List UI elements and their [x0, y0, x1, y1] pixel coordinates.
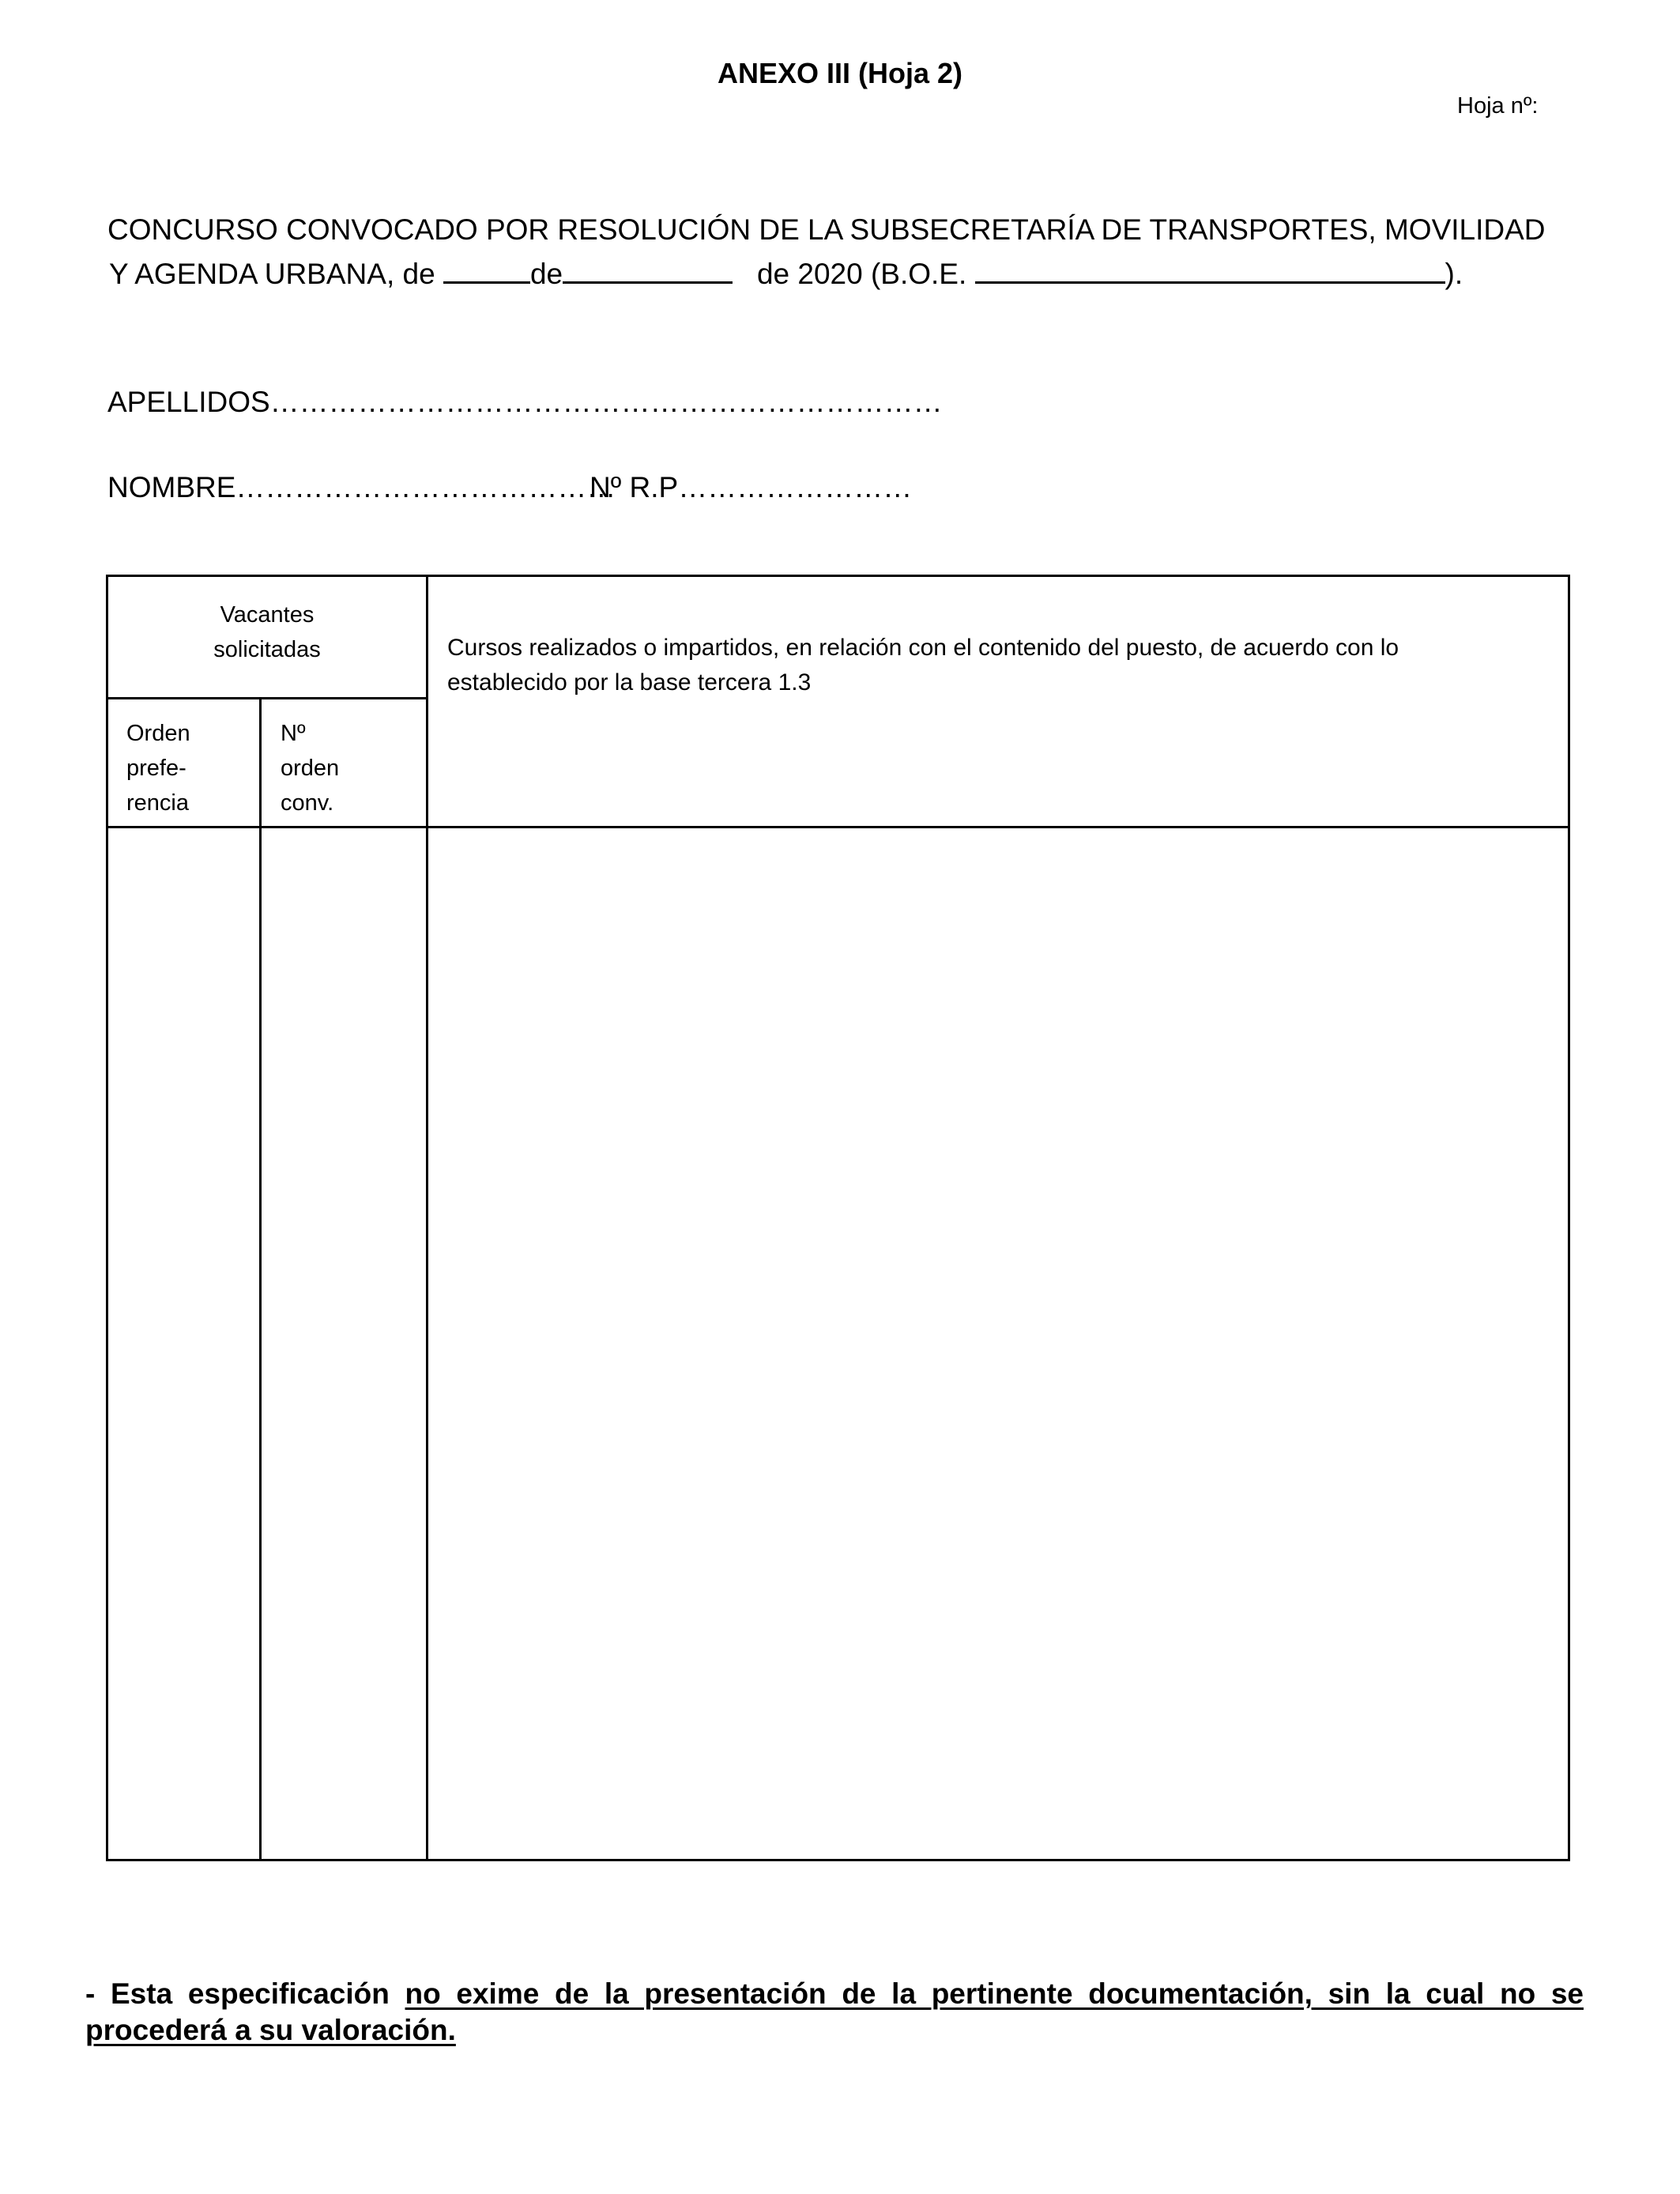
nro-entry-cell[interactable] — [262, 828, 426, 1859]
nombre-field[interactable]: NOMBRE………………………………… — [107, 471, 616, 503]
header-vacantes: Vacantes solicitadas — [213, 602, 321, 662]
boe-blank[interactable] — [975, 258, 1445, 284]
concurso-line-2 — [109, 258, 1463, 291]
apellidos-field[interactable]: APELLIDOS…………………………………………………………… — [107, 386, 943, 418]
table-border-right — [1568, 575, 1570, 1861]
table-border-bottom — [106, 1859, 1570, 1861]
nrp-field[interactable]: Nº R.P…………………… — [590, 471, 913, 503]
footer-note — [85, 1976, 1584, 2049]
cursos-entry-cell[interactable] — [428, 828, 1568, 1859]
page-title: ANEXO III (Hoja 2) — [717, 57, 963, 89]
concurso-line2-suffix: ). — [1445, 258, 1463, 290]
orden-entry-cell[interactable] — [108, 828, 259, 1859]
header-numero-orden: Nº orden conv. — [281, 721, 340, 816]
month-blank[interactable] — [563, 258, 733, 284]
concurso-line-1: CONCURSO CONVOCADO POR RESOLUCIÓN DE LA SUBSECRETARÍA DE TRANSPORTES, MOVILIDAD — [107, 213, 1546, 246]
note-part2-row2: procederá a su valoración. — [85, 2014, 456, 2046]
header-cursos: Cursos realizados o impartidos, en relación con el contenido del puesto, de acuerdo con lo establecido por la base tercera 1.3 — [447, 635, 1399, 696]
table-subheader-line — [106, 697, 428, 699]
concurso-line2-prefix: Y AGENDA URBANA, de — [109, 258, 443, 290]
concurso-line2-year: de 2020 (B.O.E. — [756, 258, 975, 290]
note-part1: - Esta especificación — [85, 1977, 405, 2010]
day-blank[interactable] — [443, 258, 530, 284]
concurso-line2-de: de — [529, 258, 563, 290]
note-part2-row1: no exime de la presentación de la pertinente documentación, sin la cual no se — [405, 1977, 1584, 2010]
sheet-number-label: Hoja nº: — [1457, 93, 1539, 119]
header-orden-preferencia: Orden prefe- rencia — [126, 721, 190, 816]
table-border-top — [106, 575, 1570, 577]
